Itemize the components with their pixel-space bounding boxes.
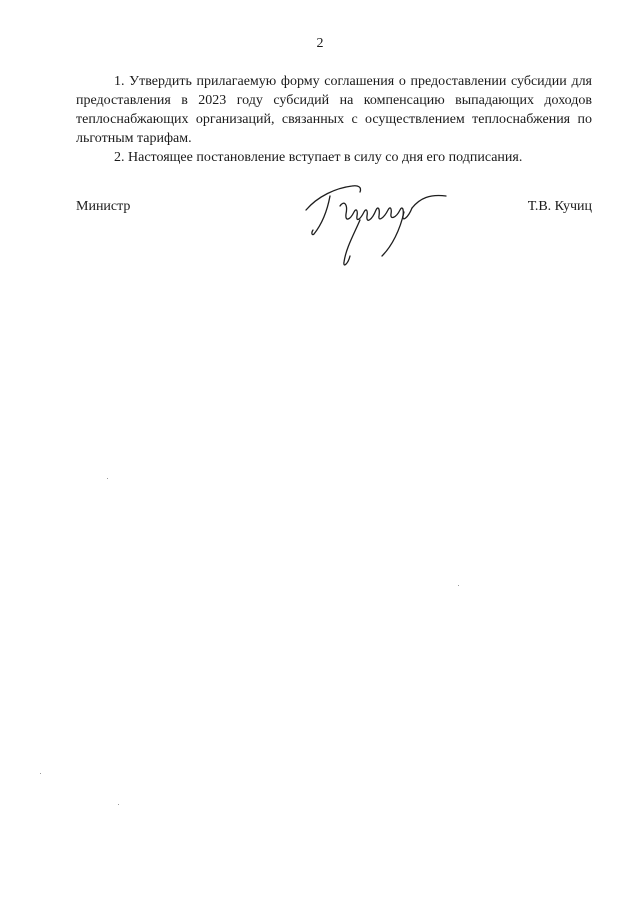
paragraph-1: 1. Утвердить прилагаемую форму соглашения о предоставлении субсидии для предоставления в 2023 году субсидий на компенсацию выпадающих доходов теплоснабжающих организаций, связанных с осуществлением теплоснабжения по льготным тарифам. <box>76 74 592 146</box>
scan-speck <box>107 478 108 479</box>
scan-speck <box>118 804 119 805</box>
scan-speck <box>40 773 41 774</box>
signatory-title: Министр <box>76 199 131 214</box>
scan-speck <box>458 585 459 586</box>
signatory-name: Т.В. Кучиц <box>527 199 592 214</box>
paragraph-2: 2. Настоящее постановление вступает в силу со дня его подписания. <box>114 150 523 165</box>
document-body <box>76 72 592 167</box>
page-number: 2 <box>316 36 324 51</box>
handwritten-signature <box>300 176 450 270</box>
